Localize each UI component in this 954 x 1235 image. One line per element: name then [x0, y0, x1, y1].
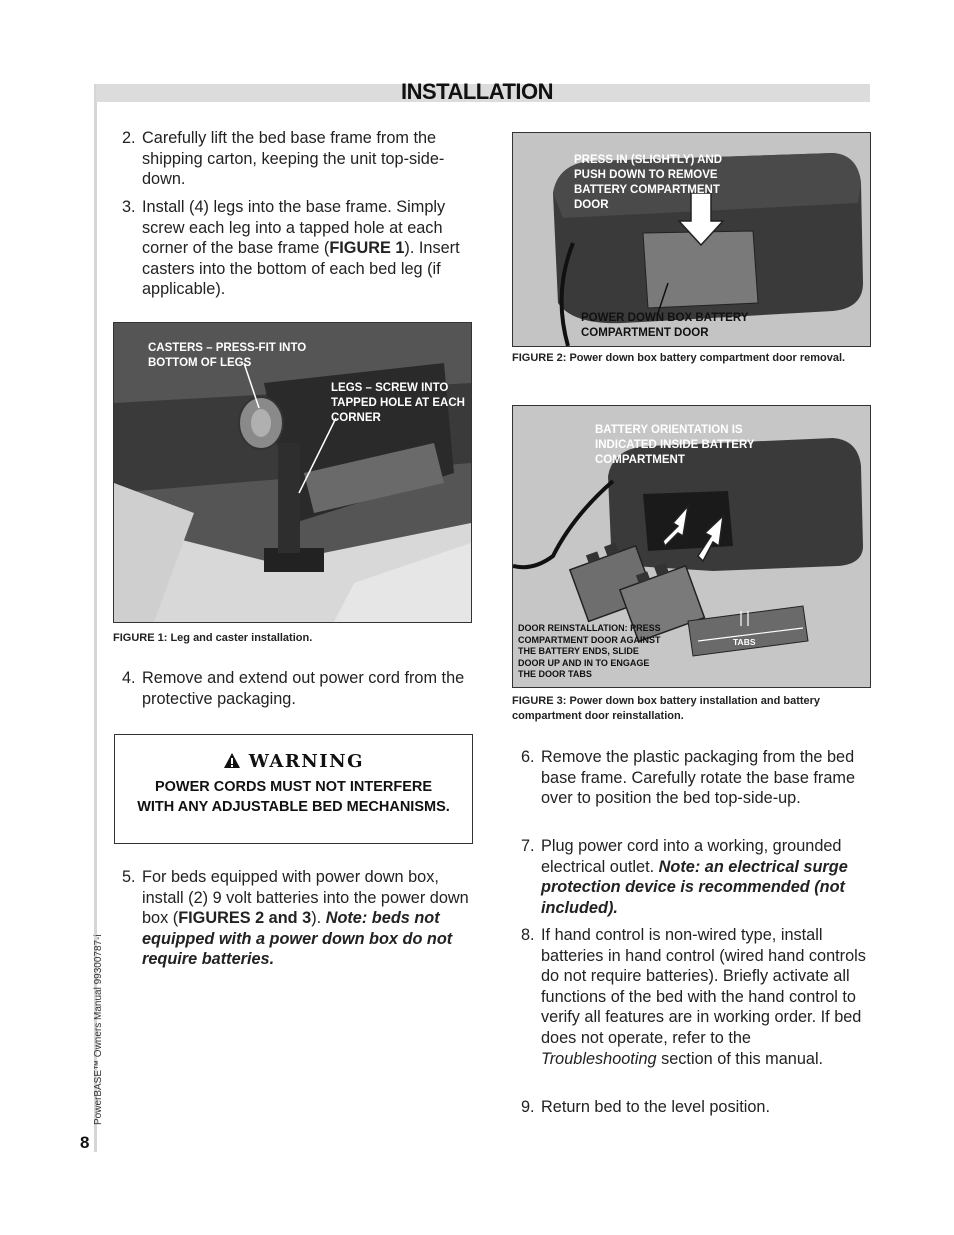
step-number: 6. [521, 748, 535, 766]
page-title: INSTALLATION [400, 79, 554, 104]
step-9 [521, 1097, 871, 1118]
figure-reference: FIGURES 2 and 3 [178, 909, 312, 928]
warning-text: POWER CORDS MUST NOT INTERFERE WITH ANY ADJUSTABLE BED MECHANISMS. [137, 779, 450, 815]
tabs-label: TABS [733, 637, 756, 647]
figure-1-photo [113, 322, 472, 623]
step-5 [122, 867, 474, 970]
step-note: Note: an electrical surge protection device is recommended (not included). [541, 857, 848, 917]
warning-box [114, 734, 473, 844]
door-label: POWER DOWN BOX BATTERY COMPARTMENT DOOR [581, 312, 749, 339]
step-text: Plug power cord into a working, grounded electrical outlet. Note: an electrical surge protection device is recommended (not included). [541, 837, 848, 917]
step-6 [521, 747, 871, 809]
figure-1-caption: FIGURE 1: Leg and caster installation. [113, 632, 313, 644]
manual-footer-text: PowerBASE™ Owners Manual 99300787-i [93, 934, 104, 1125]
figure-2-photo [512, 132, 871, 347]
step-number: 4. [122, 669, 136, 687]
step-text: Return bed to the level position. [541, 1098, 770, 1116]
step-number: 3. [122, 198, 136, 216]
step-text: If hand control is non-wired type, install batteries in hand control (wired hand controls do not require batteries). Briefly activate all functions of the bed with the hand control to verify all features are in working order. If bed does not operate, refer to the Troubleshooting section of this manual. [541, 926, 866, 1068]
step-number: 7. [521, 837, 535, 855]
figure-2-caption: FIGURE 2: Power down box battery compartment door removal. [512, 352, 846, 364]
step-note: Note: beds not equipped with a power down box do not require batteries. [142, 909, 453, 969]
step-2 [122, 128, 474, 190]
step-text: Remove and extend out power cord from the protective packaging. [142, 669, 465, 708]
warning-triangle-icon [223, 752, 241, 769]
orientation-label: BATTERY ORIENTATION IS INDICATED INSIDE BATTERY COMPARTMENT [595, 424, 755, 466]
step-number: 9. [521, 1098, 535, 1116]
figure-reference: FIGURE 1 [329, 239, 405, 258]
step-7 [521, 836, 871, 918]
step-number: 8. [521, 926, 535, 944]
step-text: Remove the plastic packaging from the bed base frame. Carefully rotate the base frame over to position the bed top-side-up. [541, 748, 856, 808]
step-8 [521, 925, 871, 1069]
step-text: For beds equipped with power down box, install (2) 9 volt batteries into the power down box (FIGURES 2 and 3). Note: beds not equipped with a power down box do not require batteries. [142, 868, 469, 969]
step-text: Install (4) legs into the base frame. Simply screw each leg into a tapped hole at each corner of the base frame (FIGURE 1). Insert casters into the bottom of each bed leg (if applicable). [142, 198, 460, 299]
step-text: Carefully lift the bed base frame from the shipping carton, keeping the unit top-side-down. [142, 129, 445, 189]
step-3 [122, 197, 474, 300]
step-number: 5. [122, 868, 136, 886]
press-label: PRESS IN (SLIGHTLY) AND PUSH DOWN TO REMOVE BATTERY COMPARTMENT DOOR [574, 154, 723, 211]
page-number: 8 [80, 1133, 90, 1152]
warning-heading: WARNING [115, 751, 472, 772]
legs-label: LEGS – SCREW INTO TAPPED HOLE AT EACH CORNER [331, 382, 465, 424]
figure-3-caption: FIGURE 3: Power down box battery installation and battery compartment door reinstallation. [512, 695, 821, 722]
step-number: 2. [122, 129, 136, 147]
figure-3-photo [512, 405, 871, 688]
casters-label: CASTERS – PRESS-FIT INTO BOTTOM OF LEGS [148, 342, 307, 369]
step-4 [122, 668, 474, 709]
reinstall-label: DOOR REINSTALLATION: PRESS COMPARTMENT DOOR AGAINST THE BATTERY ENDS, SLIDE DOOR UP AND IN TO ENGAGE THE DOOR TABS [518, 623, 661, 679]
